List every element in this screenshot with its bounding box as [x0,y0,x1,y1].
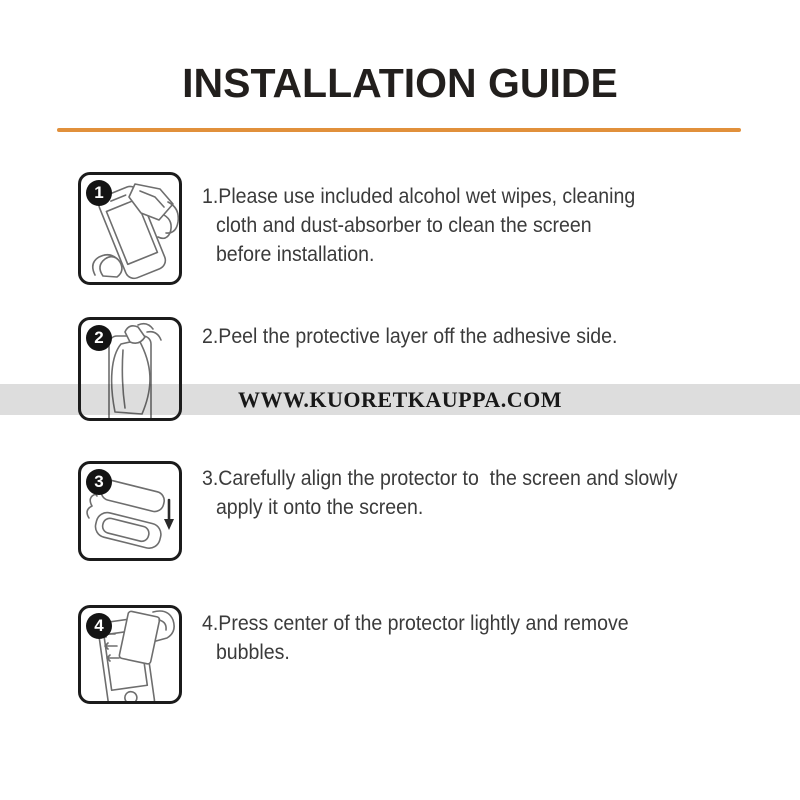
step2-text [202,322,649,351]
step4-line1: 4.Press center of the protector lightly and remove [202,612,629,635]
step3-text [202,464,713,522]
title-divider [57,128,741,132]
page-title: INSTALLATION GUIDE [182,60,618,106]
step4-line2: bubbles. [215,641,290,664]
step2-number-badge: 2 [86,325,112,351]
step3-number-badge: 3 [86,469,112,495]
watermark-band [0,384,800,415]
step1-line3: before installation. [215,243,375,266]
watermark-text: WWW.KUORETKAUPPA.COM [237,386,563,412]
step1-line1: 1.Please use included alcohol wet wipes, cleaning [202,185,636,208]
step3-line2: apply it onto the screen. [215,496,424,519]
step1-line2: cloth and dust-absorber to clean the screen [215,214,592,237]
step4-number-badge: 4 [86,613,112,639]
step4-illustration [78,605,182,704]
step4-text [202,609,661,667]
step1-number-badge: 1 [86,180,112,206]
step3-illustration [78,461,182,561]
step1-text [202,182,668,269]
step1-illustration [78,172,182,285]
step3-line1: 3.Carefully align the protector to the screen and slowly [202,467,678,490]
step2-line1: 2.Peel the protective layer off the adhesive side. [202,325,618,348]
